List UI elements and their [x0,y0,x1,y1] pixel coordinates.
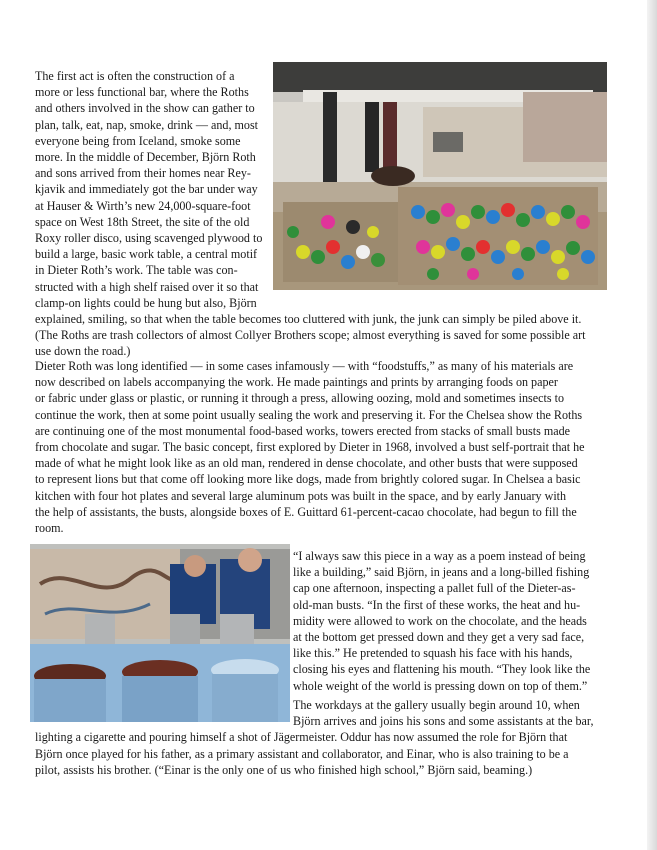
text-line: more. In the middle of December, Björn Roth [35,150,256,165]
text-line: or fabric under glass or plastic, or running it through a press, allowing oozing, mold and sometimes insects to [35,391,565,406]
text-line: are continuing one of the most monumental food-based works, towers erected from stacks of small busts made [35,423,571,438]
text-line: and sons arrived from their homes near Rey- [35,166,251,181]
text-line: made of what he might look like as an old man, rendered in dense chocolate, and other busts that were supposed [35,456,578,471]
text-line: kitchen with four hot plates and several large aluminum pots was built in the space, and by early January with [35,488,567,503]
text-line: and others involved in the show can gather to [35,101,255,116]
text-line: like this.” He pretended to squash his face with his hands, [293,646,573,661]
text-line: in Dieter Roth’s work. The table was con- [35,263,238,278]
text-line: now described on labels accompanying the work. He made paintings and prints by arranging foods on paper [35,375,558,390]
text-line: midity were allowed to work on the chocolate, and the heads [293,613,587,628]
text-line: at Hauser & Wirth’s new 24,000-square-foot [35,198,251,213]
paragraph-bar-construction [35,68,605,360]
text-line: “I always saw this piece in a way as a poem instead of being [293,549,586,563]
text-line: closing his eyes and flattening his mouth. “They look like the [293,662,591,677]
text-line: kjavik and immediately got the bar under way [35,182,258,197]
text-line: more or less functional bar, where the Roths [35,85,249,100]
text-line: at the bottom get pressed down and they get a very sad face, [293,630,585,645]
text-line: cap one afternoon, inspecting a pallet full of the Dieter-as- [293,581,576,596]
lines-beside-photo [35,68,271,311]
text-line: everyone being from Iceland, smoke some [35,133,241,148]
text-line: Björn arrives and joins his sons and some assistants at the bar, [293,714,594,729]
text-line: pilot, assists his brother. (“Einar is the only one of us who finished high school,” Björn said, beaming.) [35,762,533,777]
text-line: The workdays at the gallery usually begin around 10, when [293,698,580,712]
text-line: continue the work, then at some point usually sealing the work and preserving it. For the Chelsea show the Roths [35,407,583,422]
text-line: the help of assistants, the busts, alongside boxes of E. Guittard 61-percent-cacao chocolate, had begun to fill the [35,504,577,519]
text-line: structed with a high shelf raised over it so that [35,279,259,294]
text-line: to represent lions but that come off looking more like dogs, made from brightly colored sugar. In Chelsea a basic [35,472,581,487]
photo-kitchen-pots [30,544,290,722]
text-line: Roxy roller disco, using scavenged plywood to [35,231,263,246]
text-line: like a building,” said Björn, in jeans and a long-billed fishing [293,565,590,580]
text-line: plan, talk, eat, nap, smoke, drink — and, most [35,117,259,132]
text-line: room. [35,521,64,536]
paragraph-poem-quote [293,548,607,694]
text-line: (The Roths are trash collectors of almost Collyer Brothers scope; almost everything is saved for some possible art [35,328,586,343]
paragraph-workdays [35,697,607,778]
text-line: space on West 18th Street, the site of the old [35,214,250,229]
text-line: from chocolate and sugar. The basic concept, first explored by Dieter in 1968, involved a bust self-portrait that he [35,440,585,455]
text-line: The first act is often the construction of a [35,69,235,83]
text-line: old-man busts. “In the first of these works, the heat and hu- [293,597,581,612]
text-line: clamp-on lights could be hung but also, Björn [35,295,257,310]
text-line: build a large, basic work table, a central motif [35,247,258,262]
page-edge-shadow [647,0,657,850]
text-line: lighting a cigarette and pouring himself a shot of Jägermeister. Oddur has now assumed the role for Björn that [35,730,568,745]
text-line: Björn once played for his father, as a primary assistant and collaborator, and Einar, who is also training to be a [35,746,569,761]
text-line: explained, smiling, so that when the table becomes too cluttered with junk, the junk can simply be piled above it. [35,312,582,327]
text-line: use down the road.) [35,344,131,359]
paragraph-foodstuffs [35,358,607,536]
text-line: Dieter Roth was long identified — in some cases infamously — with “foodstuffs,” as many of his materials are [35,359,574,373]
text-line: whole weight of the world is pressing down on top of them.” [293,678,588,693]
